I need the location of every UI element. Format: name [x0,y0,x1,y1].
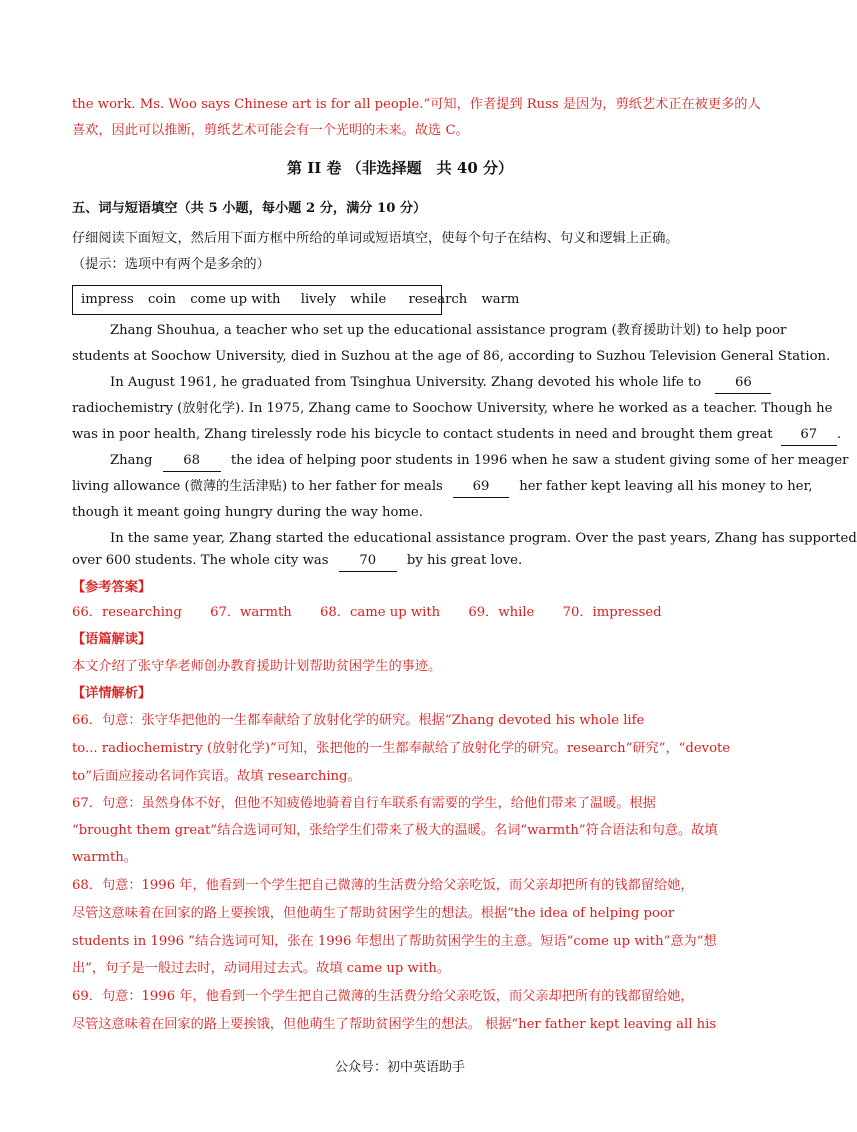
blank-70: 70 [339,551,397,572]
analysis-67-line-2: “brought them great”结合选词可知，张给学生们带来了极大的温暖。名词“warmth”符合语法和句意。故填 [72,823,718,838]
passage-p2-line-1: In August 1961, he graduated from Tsinghua University. Zhang devoted his whole life to 66 [110,373,732,394]
analysis-68-line-1: 68．句意：1996 年，他看到一个学生把自己微薄的生活费分给父亲吃饭，而父亲却把所有的钱都留给她， [72,878,694,893]
word-option: impress [81,292,134,307]
analysis-66-line-1: 66．句意：张守华把他的一生都奉献给了放射化学的研究。根据“Zhang devoted his whole life [72,713,645,728]
passage-p3-line-2: living allowance (微薄的生活津贴) to her father for meals 69 her father kept leaving all his money to her, [72,477,727,498]
analysis-68-line-2: 尽管这意味着在回家的路上要挨饿，但他萌生了帮助贫困学生的想法。根据“the idea of helping poor [72,906,675,921]
word-option: research [408,292,468,307]
word-option: coin [148,292,177,307]
answer-item: 67．warmth [210,605,292,620]
analysis-66-line-3: to”后面应接动名词作宾语。故填 researching。 [72,769,361,784]
answer-list [72,603,732,623]
passage-p2-line-2: radiochemistry (放射化学). In 1975, Zhang came to Soochow University, where he worked as a teacher. Though he [72,401,833,416]
analysis-69-line-2: 尽管这意味着在回家的路上要挨饿，但他萌生了帮助贫困学生的想法。 根据“her father kept leaving all his [72,1017,717,1032]
instructions-line-1: 仔细阅读下面短文，然后用下面方框中所给的单词或短语填空，使每个句子在结构、句义和逻辑上正确。 [72,231,679,246]
analysis-67-line-3: warmth。 [72,850,137,865]
passage-p3-line-3: though it meant going hungry during the way home. [72,505,423,520]
passage-p3-line-1: Zhang 68 the idea of helping poor students in 1996 when he saw a student giving some of her meager [110,451,732,472]
word-option-box [72,285,520,315]
word-option: warm [481,292,520,307]
analysis-66-line-2: to... radiochemistry (放射化学)”可知，张把他的一生都奉献给了放射化学的研究。research“研究”，“devote [72,741,731,756]
prev-explanation-line-1: the work. Ms. Woo says Chinese art is for all people.”可知，作者提到 Russ 是因为，剪纸艺术正在被更多的人 [72,97,761,112]
analysis-69-line-1: 69．句意：1996 年，他看到一个学生把自己微薄的生活费分给父亲吃饭，而父亲却把所有的钱都留给她， [72,989,694,1004]
blank-68: 68 [163,451,221,472]
passage-p1-line-1: Zhang Shouhua, a teacher who set up the educational assistance program (教育援助计划) to help poor [110,323,787,338]
section-title: 五、词与短语填空（共 5 小题，每小题 2 分，满分 10 分） [72,201,427,216]
blank-66: 66 [715,373,771,394]
instructions-line-2: （提示：选项中有两个是多余的） [72,257,270,272]
passage-p2-line-3: was in poor health, Zhang tirelessly rode his bicycle to contact students in need and brought them great 67 . [72,425,727,446]
word-option: come up with [190,292,281,307]
blank-69: 69 [453,477,509,498]
summary-text: 本文介绍了张守华老师创办教育援助计划帮助贫困学生的事迹。 [72,659,442,674]
word-option: while [350,292,387,307]
passage-p4-line-1: In the same year, Zhang started the educational assistance program. Over the past years, Zhang has supported [110,531,857,546]
passage-p4-line-2: over 600 students. The whole city was 70 by his great love. [72,551,732,572]
analysis-68-line-4: 出”，句子是一般过去时，动词用过去式。故填 came up with。 [72,961,451,976]
analysis-heading: 【详情解析】 [72,686,152,701]
passage-p1-line-2: students at Soochow University, died in Suzhou at the age of 86, according to Suzhou Television General Station. [72,349,831,364]
prev-explanation-line-2: 喜欢，因此可以推断，剪纸艺术可能会有一个光明的未来。故选 C。 [72,123,469,138]
answer-item: 70．impressed [562,605,662,620]
word-option: lively [300,292,337,307]
summary-heading: 【语篇解读】 [72,632,152,647]
answer-item: 66．researching [72,605,182,620]
page-footer: 公众号：初中英语助手 [334,1060,465,1075]
part-title: 第 II 卷 （非选择题 共 40 分） [286,159,514,177]
blank-67: 67 [781,425,837,446]
answer-heading: 【参考答案】 [72,580,152,595]
analysis-68-line-3: students in 1996 ”结合选词可知，张在 1996 年想出了帮助贫困学生的主意。短语“come up with”意为“想 [72,934,717,949]
analysis-67-line-1: 67．句意：虽然身体不好，但他不知疲倦地骑着自行车联系有需要的学生，给他们带来了温暖。根据 [72,796,656,811]
answer-item: 69．while [468,605,535,620]
answer-item: 68．came up with [320,605,441,620]
